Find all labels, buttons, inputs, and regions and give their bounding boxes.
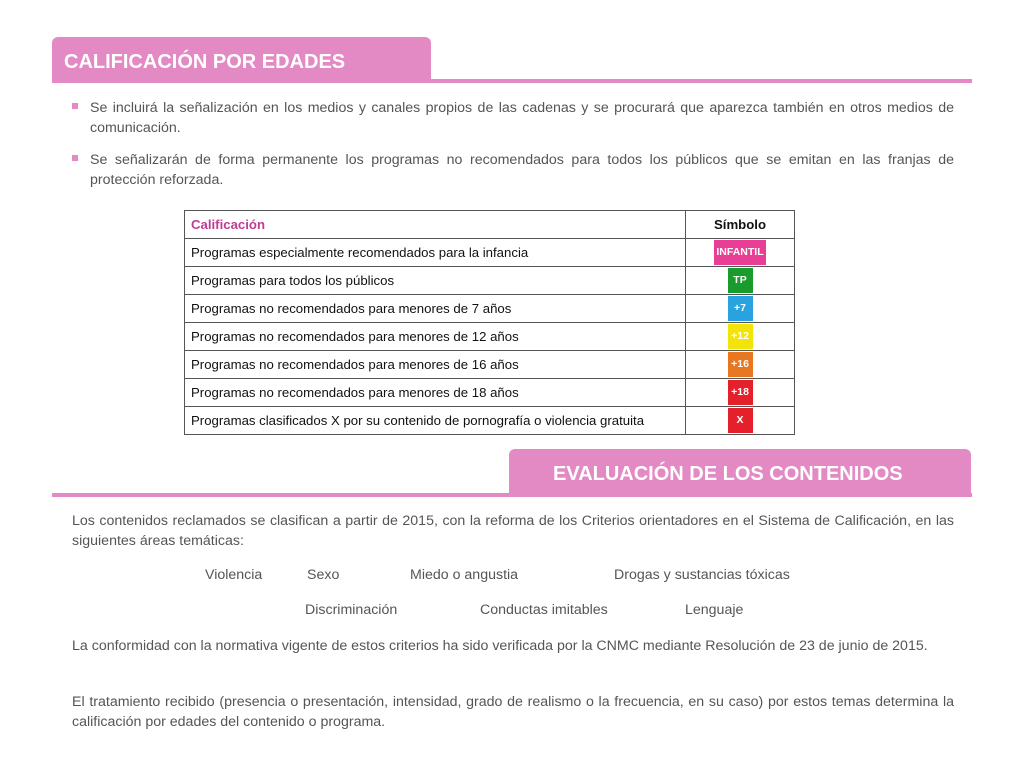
table-row — [185, 379, 795, 407]
rating-symbol-badge: +16 — [728, 352, 753, 377]
table-header-row — [185, 211, 795, 239]
rating-symbol-cell — [686, 295, 795, 323]
topic-lenguaje: Lenguaje — [685, 602, 744, 618]
section-divider — [52, 493, 972, 497]
rating-symbol-cell — [686, 323, 795, 351]
section-title-evaluacion: EVALUACIÓN DE LOS CONTENIDOS — [509, 449, 971, 494]
table-row — [185, 323, 795, 351]
rating-label: Programas especialmente recomendados para la infancia — [185, 239, 686, 267]
rating-symbol-cell — [686, 239, 795, 267]
rating-symbol-badge: INFANTIL — [714, 240, 766, 265]
header-calificacion: Calificación — [185, 211, 686, 239]
rating-symbol-cell — [686, 407, 795, 435]
topic-miedo: Miedo o angustia — [410, 567, 519, 583]
rating-label: Programas para todos los públicos — [185, 267, 686, 295]
rating-symbol-badge: +18 — [728, 380, 753, 405]
section-title-calificacion: CALIFICACIÓN POR EDADES — [52, 37, 431, 82]
table-row — [185, 239, 795, 267]
bullet-item — [72, 98, 954, 138]
rating-symbol-badge: +7 — [728, 296, 753, 321]
rating-symbol-cell — [686, 351, 795, 379]
rating-label: Programas no recomendados para menores de 7 años — [185, 295, 686, 323]
intro-paragraph: Los contenidos reclamados se clasifican a partir de 2015, con la reforma de los Criterios orientadores en el Sistema de Calificación, en las siguientes áreas temáticas: — [72, 513, 954, 549]
topic-conductas: Conductas imitables — [480, 602, 608, 618]
treatment-paragraph: El tratamiento recibido (presencia o presentación, intensidad, grado de realismo o la frecuencia, en su caso) por estos temas determina la calificación por edades del contenido o programa. — [72, 694, 954, 730]
topic-drogas: Drogas y sustancias tóxicas — [614, 567, 790, 583]
table-row — [185, 267, 795, 295]
bullet-square-icon — [72, 103, 78, 109]
rating-symbol-badge: TP — [728, 268, 753, 293]
rating-symbol-cell — [686, 379, 795, 407]
header-simbolo: Símbolo — [686, 211, 795, 239]
topic-discriminacion: Discriminación — [305, 602, 398, 618]
topic-violencia: Violencia — [205, 567, 263, 583]
rating-symbol-cell — [686, 267, 795, 295]
rating-label: Programas clasificados X por su contenido de pornografía o violencia gratuita — [185, 407, 686, 435]
bullet-item — [72, 150, 954, 190]
rating-label: Programas no recomendados para menores de 12 años — [185, 323, 686, 351]
rating-symbol-badge: X — [728, 408, 753, 433]
section-divider — [52, 79, 972, 83]
bullet-square-icon — [72, 155, 78, 161]
rating-symbol-badge: +12 — [728, 324, 753, 349]
table-row — [185, 295, 795, 323]
table-row — [185, 351, 795, 379]
bullet-text: Se incluirá la señalización en los medios y canales propios de las cadenas y se procurará que aparezca también en otros medios de comunicación. — [90, 100, 954, 136]
rating-label: Programas no recomendados para menores de 18 años — [185, 379, 686, 407]
table-row — [185, 407, 795, 435]
bullet-list — [72, 98, 954, 202]
rating-table — [184, 210, 795, 435]
rating-label: Programas no recomendados para menores de 16 años — [185, 351, 686, 379]
conformity-paragraph: La conformidad con la normativa vigente de estos criterios ha sido verificada por la CNMC mediante Resolución de 23 de junio de 2015. — [72, 638, 928, 654]
topic-sexo: Sexo — [307, 567, 340, 583]
bullet-text: Se señalizarán de forma permanente los programas no recomendados para todos los públicos que se emitan en las franjas de protección reforzada. — [90, 152, 954, 188]
